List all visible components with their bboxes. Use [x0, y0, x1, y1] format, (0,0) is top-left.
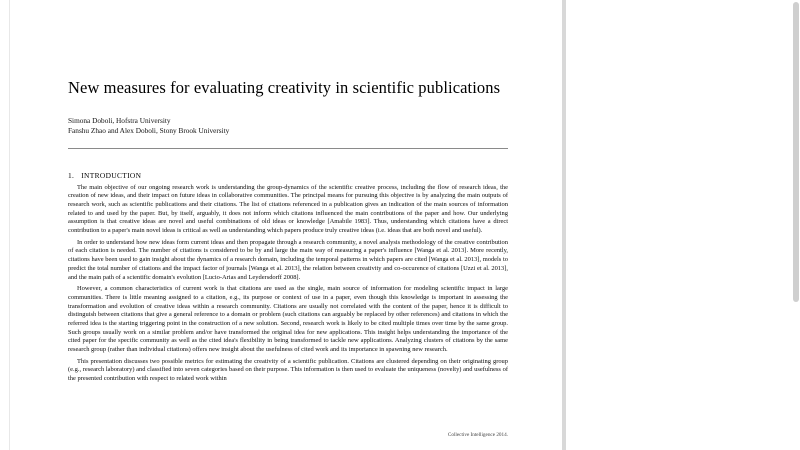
section-title: INTRODUCTION: [81, 170, 142, 180]
section-heading: [68, 171, 508, 180]
author-block: [68, 116, 508, 137]
viewer-background: [566, 0, 800, 450]
author-line-1: Simona Doboli, Hofstra University: [68, 115, 171, 125]
paragraph: However, a common characteristics of current work is that citations are used as the single, main source of information for modeling scientific impact in large communities. There is little meaning assigned to a citation, e.g., its purpose or context of use in a paper, even though this knowledge is important in assessing the transformation and evolution of creative ideas within a research community. Citations are usually not correlated with the content of the paper, hence it is difficult to distinguish between citations that give a general reference to a domain or problem (such citations can arguably be replaced by other references) and citations in which the referred idea is the starting triggering point in the construction of a new solution. Second, research work is likely to be cited multiple times over time by the same group. Such groups usually work on a similar problem and/or have transformed the original idea for new applications. This insight helps understanding the importance of the cited paper for the specific community as well as the cited idea's flexibility in being transformed to tackle new applications. Analyzing clusters of citations by the same research group (rather than individual citations) offers new insight about the usefulness of cited work and its importance in spawning new research.: [68, 285, 508, 353]
page-content: [68, 0, 508, 384]
page-footer: Collective Intelligence 2014.: [447, 432, 508, 438]
paragraph: The main objective of our ongoing research work is understanding the group-dynamics of the scientific creative process, including the flow of research ideas, the creation of new ideas, and their impact on future ideas in collaborative communities. The principal means for pursuing this objective is by analyzing the main outputs of research work, such as scientific publications and their citations. The list of citations referenced in a publication gives an indication of the main sources of information related to and used by the paper. But, by itself, arguably, it does not inform which citations influenced the main contributions of the paper and how. Our underlying assumption is that creative ideas are novel and useful combinations of old ideas or knowledge [Amabile 1983]. Thus, understanding which citations have a direct contribution to a paper's main novel ideas is critical as well as understanding which papers produce truly creative ideas (i.e. ideas that are both novel and useful).: [68, 183, 508, 235]
page-title: New measures for evaluating creativity in scientific publications: [68, 78, 501, 97]
page-gutter-left: [0, 0, 10, 450]
header-divider: [68, 148, 508, 149]
section-number: 1.: [68, 170, 75, 180]
document-page: [10, 0, 562, 450]
author-line-2: Fanshu Zhao and Alex Doboli, Stony Brook University: [68, 126, 230, 136]
scrollbar-track[interactable]: [792, 0, 800, 450]
scrollbar-thumb[interactable]: [793, 2, 799, 302]
paragraph: This presentation discusses two possible metrics for estimating the creativity of a scientific publication. Citations are clustered depending on their originating group (e.g., research laboratory) and classified into seven categories based on their purpose. This information is then used to evaluate the uniqueness (novelty) and usefulness of the presented contribution with respect to related work within: [68, 357, 508, 382]
paragraph: In order to understand how new ideas form current ideas and then propagate through a research community, a novel analysis methodology of the creative contribution of each citation is needed. The number of citations is considered to be by and large the main way of measuring a paper's influence [Wanga et al. 2013]. More recently, citations have been used to gain insight about the dynamics of a research domain, including the temporal patterns in which papers are cited [Wanga et al. 2013], models to predict the total number of citations and the impact factor of journals [Wanga et al. 2013], the relation between creativity and co-occurence of citations [Uzzi et al. 2013], and the main path of a scientific domain's evolution [Lucio-Arias and Leydersdorff 2008].: [68, 238, 508, 281]
